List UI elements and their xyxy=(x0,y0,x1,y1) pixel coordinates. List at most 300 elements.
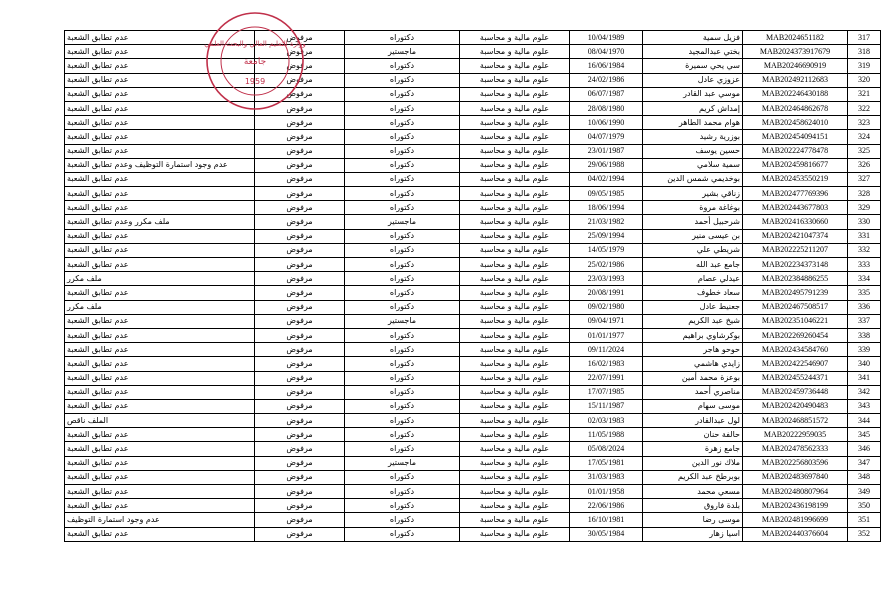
birth-date-cell: 01/01/1958 xyxy=(570,485,643,499)
name-cell: سي يحي سميرة xyxy=(643,59,743,73)
status-cell: مرفوض xyxy=(255,243,345,257)
registration-id-cell: MAB2024373917679 xyxy=(743,45,848,59)
birth-date-cell: 17/07/1985 xyxy=(570,385,643,399)
note-cell: عدم تطابق الشعبة xyxy=(65,73,255,87)
status-cell: مرفوض xyxy=(255,286,345,300)
registration-id-cell: MAB2024651182 xyxy=(743,31,848,45)
note-cell: عدم تطابق الشعبة xyxy=(65,428,255,442)
row-number-cell: 330 xyxy=(848,215,881,229)
degree-cell: دكتوراه xyxy=(345,258,460,272)
specialty-cell: علوم مالية و محاسبة xyxy=(460,158,570,172)
degree-cell: دكتوراه xyxy=(345,172,460,186)
specialty-cell: علوم مالية و محاسبة xyxy=(460,456,570,470)
table-row xyxy=(65,101,881,115)
specialty-cell: علوم مالية و محاسبة xyxy=(460,215,570,229)
birth-date-cell: 28/08/1980 xyxy=(570,101,643,115)
note-cell: عدم تطابق الشعبة xyxy=(65,45,255,59)
table-row xyxy=(65,59,881,73)
birth-date-cell: 16/06/1984 xyxy=(570,59,643,73)
status-cell: مرفوض xyxy=(255,201,345,215)
name-cell: موسى رضا xyxy=(643,513,743,527)
name-cell: شريطي علي xyxy=(643,243,743,257)
registration-id-cell: MAB202246430188 xyxy=(743,87,848,101)
table-row xyxy=(65,73,881,87)
degree-cell: دكتوراه xyxy=(345,187,460,201)
applicants-table xyxy=(64,30,881,542)
name-cell: مناصري أحمد xyxy=(643,385,743,399)
name-cell: بوزرية رشيد xyxy=(643,130,743,144)
row-number-cell: 318 xyxy=(848,45,881,59)
degree-cell: ماجستير xyxy=(345,215,460,229)
birth-date-cell: 16/10/1981 xyxy=(570,513,643,527)
table-row xyxy=(65,45,881,59)
row-number-cell: 334 xyxy=(848,272,881,286)
table-row xyxy=(65,258,881,272)
specialty-cell: علوم مالية و محاسبة xyxy=(460,442,570,456)
note-cell: ملف مكرر xyxy=(65,272,255,286)
birth-date-cell: 05/08/2024 xyxy=(570,442,643,456)
degree-cell: دكتوراه xyxy=(345,328,460,342)
birth-date-cell: 04/07/1979 xyxy=(570,130,643,144)
registration-id-cell: MAB202477769396 xyxy=(743,187,848,201)
specialty-cell: علوم مالية و محاسبة xyxy=(460,485,570,499)
row-number-cell: 352 xyxy=(848,527,881,541)
table-row xyxy=(65,243,881,257)
registration-id-cell: MAB202269260454 xyxy=(743,328,848,342)
table-row xyxy=(65,215,881,229)
birth-date-cell: 10/04/1989 xyxy=(570,31,643,45)
specialty-cell: علوم مالية و محاسبة xyxy=(460,343,570,357)
name-cell: زايدي هاشمي xyxy=(643,357,743,371)
degree-cell: دكتوراه xyxy=(345,59,460,73)
degree-cell: دكتوراه xyxy=(345,371,460,385)
note-cell: عدم تطابق الشعبة xyxy=(65,485,255,499)
degree-cell: ماجستير xyxy=(345,456,460,470)
registration-id-cell: MAB202384886255 xyxy=(743,272,848,286)
table-row xyxy=(65,428,881,442)
note-cell: عدم تطابق الشعبة xyxy=(65,399,255,413)
birth-date-cell: 16/02/1983 xyxy=(570,357,643,371)
name-cell: شرحبيل أحمد xyxy=(643,215,743,229)
table-row xyxy=(65,442,881,456)
table-row xyxy=(65,201,881,215)
registration-id-cell: MAB202224778478 xyxy=(743,144,848,158)
name-cell: جامع عبد الله xyxy=(643,258,743,272)
table-row xyxy=(65,343,881,357)
specialty-cell: علوم مالية و محاسبة xyxy=(460,428,570,442)
note-cell: عدم تطابق الشعبة xyxy=(65,116,255,130)
registration-id-cell: MAB202421047374 xyxy=(743,229,848,243)
status-cell: مرفوض xyxy=(255,527,345,541)
note-cell: عدم تطابق الشعبة xyxy=(65,59,255,73)
table-row xyxy=(65,300,881,314)
birth-date-cell: 14/05/1979 xyxy=(570,243,643,257)
name-cell: بن عيسى منير xyxy=(643,229,743,243)
registration-id-cell: MAB202234373148 xyxy=(743,258,848,272)
name-cell: جامع زهرة xyxy=(643,442,743,456)
degree-cell: دكتوراه xyxy=(345,87,460,101)
birth-date-cell: 23/03/1993 xyxy=(570,272,643,286)
name-cell: موسي عبد القادر xyxy=(643,87,743,101)
name-cell: زناقي بشير xyxy=(643,187,743,201)
row-number-cell: 347 xyxy=(848,456,881,470)
status-cell: مرفوض xyxy=(255,371,345,385)
status-cell: مرفوض xyxy=(255,499,345,513)
table-row xyxy=(65,371,881,385)
registration-id-cell: MAB202459816677 xyxy=(743,158,848,172)
table-row xyxy=(65,328,881,342)
registration-id-cell: MAB202416330660 xyxy=(743,215,848,229)
name-cell: بلدة فاروق xyxy=(643,499,743,513)
status-cell: مرفوض xyxy=(255,385,345,399)
registration-id-cell: MAB202434584760 xyxy=(743,343,848,357)
degree-cell: دكتوراه xyxy=(345,130,460,144)
specialty-cell: علوم مالية و محاسبة xyxy=(460,187,570,201)
row-number-cell: 335 xyxy=(848,286,881,300)
birth-date-cell: 22/06/1986 xyxy=(570,499,643,513)
birth-date-cell: 30/05/1984 xyxy=(570,527,643,541)
row-number-cell: 324 xyxy=(848,130,881,144)
birth-date-cell: 11/05/1988 xyxy=(570,428,643,442)
status-cell: مرفوض xyxy=(255,328,345,342)
row-number-cell: 327 xyxy=(848,172,881,186)
registration-id-cell: MAB202453550219 xyxy=(743,172,848,186)
degree-cell: دكتوراه xyxy=(345,442,460,456)
name-cell: إمداش كريم xyxy=(643,101,743,115)
stamp-text: جامعة xyxy=(243,57,267,67)
birth-date-cell: 01/01/1977 xyxy=(570,328,643,342)
row-number-cell: 323 xyxy=(848,116,881,130)
status-cell: مرفوض xyxy=(255,456,345,470)
table-row xyxy=(65,87,881,101)
note-cell: عدم تطابق الشعبة xyxy=(65,456,255,470)
specialty-cell: علوم مالية و محاسبة xyxy=(460,414,570,428)
name-cell: فزيل سمية xyxy=(643,31,743,45)
name-cell: بوكرشاوي براهيم xyxy=(643,328,743,342)
degree-cell: دكتوراه xyxy=(345,300,460,314)
degree-cell: دكتوراه xyxy=(345,343,460,357)
note-cell: عدم تطابق الشعبة xyxy=(65,527,255,541)
specialty-cell: علوم مالية و محاسبة xyxy=(460,87,570,101)
note-cell: عدم تطابق الشعبة xyxy=(65,87,255,101)
row-number-cell: 345 xyxy=(848,428,881,442)
name-cell: عزوزي عادل xyxy=(643,73,743,87)
birth-date-cell: 29/06/1988 xyxy=(570,158,643,172)
note-cell: عدم تطابق الشعبة xyxy=(65,328,255,342)
row-number-cell: 351 xyxy=(848,513,881,527)
name-cell: اسيا زهار xyxy=(643,527,743,541)
status-cell: مرفوض xyxy=(255,31,345,45)
status-cell: مرفوض xyxy=(255,130,345,144)
specialty-cell: علوم مالية و محاسبة xyxy=(460,499,570,513)
table-row xyxy=(65,527,881,541)
degree-cell: دكتوراه xyxy=(345,116,460,130)
birth-date-cell: 18/06/1994 xyxy=(570,201,643,215)
note-cell: عدم تطابق الشعبة xyxy=(65,357,255,371)
registration-id-cell: MAB202468851572 xyxy=(743,414,848,428)
degree-cell: دكتوراه xyxy=(345,399,460,413)
name-cell: حسين يوسف xyxy=(643,144,743,158)
degree-cell: دكتوراه xyxy=(345,243,460,257)
table-row xyxy=(65,31,881,45)
row-number-cell: 342 xyxy=(848,385,881,399)
row-number-cell: 322 xyxy=(848,101,881,115)
table-row xyxy=(65,187,881,201)
degree-cell: دكتوراه xyxy=(345,428,460,442)
birth-date-cell: 23/01/1987 xyxy=(570,144,643,158)
note-cell: عدم تطابق الشعبة xyxy=(65,499,255,513)
row-number-cell: 325 xyxy=(848,144,881,158)
table-row xyxy=(65,399,881,413)
table-row xyxy=(65,470,881,484)
row-number-cell: 320 xyxy=(848,73,881,87)
note-cell: عدم تطابق الشعبة xyxy=(65,130,255,144)
specialty-cell: علوم مالية و محاسبة xyxy=(460,116,570,130)
specialty-cell: علوم مالية و محاسبة xyxy=(460,45,570,59)
note-cell: عدم تطابق الشعبة xyxy=(65,144,255,158)
degree-cell: دكتوراه xyxy=(345,229,460,243)
row-number-cell: 338 xyxy=(848,328,881,342)
row-number-cell: 344 xyxy=(848,414,881,428)
name-cell: بختي عبدالمجيد xyxy=(643,45,743,59)
registration-id-cell: MAB202256803596 xyxy=(743,456,848,470)
birth-date-cell: 25/02/1986 xyxy=(570,258,643,272)
degree-cell: دكتوراه xyxy=(345,73,460,87)
note-cell: ملف مكرر xyxy=(65,300,255,314)
degree-cell: دكتوراه xyxy=(345,527,460,541)
table-row xyxy=(65,158,881,172)
birth-date-cell: 22/07/1991 xyxy=(570,371,643,385)
note-cell: عدم تطابق الشعبة xyxy=(65,31,255,45)
applicants-table-body xyxy=(65,31,881,542)
registration-id-cell: MAB202458624010 xyxy=(743,116,848,130)
status-cell: مرفوض xyxy=(255,485,345,499)
specialty-cell: علوم مالية و محاسبة xyxy=(460,357,570,371)
registration-id-cell: MAB202492112683 xyxy=(743,73,848,87)
degree-cell: دكتوراه xyxy=(345,499,460,513)
birth-date-cell: 20/08/1991 xyxy=(570,286,643,300)
status-cell: مرفوض xyxy=(255,470,345,484)
specialty-cell: علوم مالية و محاسبة xyxy=(460,229,570,243)
table-row xyxy=(65,116,881,130)
name-cell: حالفة حنان xyxy=(643,428,743,442)
birth-date-cell: 31/03/1983 xyxy=(570,470,643,484)
registration-id-cell: MAB202481996699 xyxy=(743,513,848,527)
birth-date-cell: 09/05/1985 xyxy=(570,187,643,201)
name-cell: موسى سهام xyxy=(643,399,743,413)
specialty-cell: علوم مالية و محاسبة xyxy=(460,470,570,484)
note-cell: ملف مكرر وعدم تطابق الشعبة xyxy=(65,215,255,229)
name-cell: سمية سلامي xyxy=(643,158,743,172)
specialty-cell: علوم مالية و محاسبة xyxy=(460,513,570,527)
note-cell: عدم وجود استمارة التوظيف xyxy=(65,513,255,527)
name-cell: جعنيط عادل xyxy=(643,300,743,314)
status-cell: مرفوض xyxy=(255,187,345,201)
degree-cell: دكتوراه xyxy=(345,201,460,215)
note-cell: عدم تطابق الشعبة xyxy=(65,371,255,385)
status-cell: مرفوض xyxy=(255,215,345,229)
row-number-cell: 333 xyxy=(848,258,881,272)
row-number-cell: 317 xyxy=(848,31,881,45)
name-cell: بوبرطخ عبد الكريم xyxy=(643,470,743,484)
registration-id-cell: MAB202459736448 xyxy=(743,385,848,399)
degree-cell: دكتوراه xyxy=(345,286,460,300)
table-row xyxy=(65,229,881,243)
name-cell: عيدلي عصام xyxy=(643,272,743,286)
status-cell: مرفوض xyxy=(255,229,345,243)
table-row xyxy=(65,286,881,300)
row-number-cell: 331 xyxy=(848,229,881,243)
registration-id-cell: MAB202422546907 xyxy=(743,357,848,371)
specialty-cell: علوم مالية و محاسبة xyxy=(460,73,570,87)
specialty-cell: علوم مالية و محاسبة xyxy=(460,101,570,115)
registration-id-cell: MAB202454094151 xyxy=(743,130,848,144)
birth-date-cell: 21/03/1982 xyxy=(570,215,643,229)
name-cell: مسعي محمد xyxy=(643,485,743,499)
note-cell: الملف ناقص xyxy=(65,414,255,428)
degree-cell: دكتوراه xyxy=(345,158,460,172)
table-row xyxy=(65,414,881,428)
registration-id-cell: MAB20246690919 xyxy=(743,59,848,73)
specialty-cell: علوم مالية و محاسبة xyxy=(460,144,570,158)
birth-date-cell: 09/02/1980 xyxy=(570,300,643,314)
registration-id-cell: MAB202443677803 xyxy=(743,201,848,215)
row-number-cell: 326 xyxy=(848,158,881,172)
degree-cell: دكتوراه xyxy=(345,414,460,428)
status-cell: مرفوض xyxy=(255,343,345,357)
row-number-cell: 336 xyxy=(848,300,881,314)
note-cell: عدم تطابق الشعبة xyxy=(65,442,255,456)
table-row xyxy=(65,314,881,328)
note-cell: عدم تطابق الشعبة xyxy=(65,343,255,357)
birth-date-cell: 09/04/1971 xyxy=(570,314,643,328)
status-cell: مرفوض xyxy=(255,272,345,286)
note-cell: عدم تطابق الشعبة xyxy=(65,101,255,115)
table-row xyxy=(65,357,881,371)
row-number-cell: 332 xyxy=(848,243,881,257)
birth-date-cell: 04/02/1994 xyxy=(570,172,643,186)
table-row xyxy=(65,172,881,186)
status-cell: مرفوض xyxy=(255,300,345,314)
table-row xyxy=(65,385,881,399)
registration-id-cell: MAB202455244371 xyxy=(743,371,848,385)
birth-date-cell: 10/06/1990 xyxy=(570,116,643,130)
degree-cell: دكتوراه xyxy=(345,485,460,499)
registration-id-cell: MAB202483697840 xyxy=(743,470,848,484)
table-row xyxy=(65,144,881,158)
row-number-cell: 337 xyxy=(848,314,881,328)
row-number-cell: 328 xyxy=(848,187,881,201)
name-cell: حوحو هاجر xyxy=(643,343,743,357)
registration-id-cell: MAB202478562333 xyxy=(743,442,848,456)
degree-cell: دكتوراه xyxy=(345,31,460,45)
table-row xyxy=(65,485,881,499)
name-cell: بوعزة محمد أمين xyxy=(643,371,743,385)
row-number-cell: 349 xyxy=(848,485,881,499)
degree-cell: دكتوراه xyxy=(345,357,460,371)
table-row xyxy=(65,130,881,144)
note-cell: عدم تطابق الشعبة xyxy=(65,243,255,257)
row-number-cell: 341 xyxy=(848,371,881,385)
name-cell: شيخ عبد الكريم xyxy=(643,314,743,328)
status-cell: مرفوض xyxy=(255,116,345,130)
name-cell: ملاك نور الدين xyxy=(643,456,743,470)
name-cell: سعاد خطوف xyxy=(643,286,743,300)
table-row xyxy=(65,499,881,513)
birth-date-cell: 08/04/1970 xyxy=(570,45,643,59)
name-cell: لول عبدالقادر xyxy=(643,414,743,428)
status-cell: مرفوض xyxy=(255,73,345,87)
specialty-cell: علوم مالية و محاسبة xyxy=(460,527,570,541)
row-number-cell: 321 xyxy=(848,87,881,101)
note-cell: عدم تطابق الشعبة xyxy=(65,385,255,399)
specialty-cell: علوم مالية و محاسبة xyxy=(460,31,570,45)
note-cell: عدم تطابق الشعبة xyxy=(65,470,255,484)
status-cell: مرفوض xyxy=(255,414,345,428)
specialty-cell: علوم مالية و محاسبة xyxy=(460,59,570,73)
name-cell: هوام محمد الطاهر xyxy=(643,116,743,130)
specialty-cell: علوم مالية و محاسبة xyxy=(460,201,570,215)
status-cell: مرفوض xyxy=(255,513,345,527)
row-number-cell: 343 xyxy=(848,399,881,413)
specialty-cell: علوم مالية و محاسبة xyxy=(460,300,570,314)
birth-date-cell: 24/02/1986 xyxy=(570,73,643,87)
degree-cell: ماجستير xyxy=(345,45,460,59)
registration-id-cell: MAB20222959035 xyxy=(743,428,848,442)
birth-date-cell: 25/09/1994 xyxy=(570,229,643,243)
degree-cell: دكتوراه xyxy=(345,385,460,399)
note-cell: عدم تطابق الشعبة xyxy=(65,201,255,215)
status-cell: مرفوض xyxy=(255,172,345,186)
specialty-cell: علوم مالية و محاسبة xyxy=(460,272,570,286)
row-number-cell: 339 xyxy=(848,343,881,357)
status-cell: مرفوض xyxy=(255,357,345,371)
note-cell: عدم تطابق الشعبة xyxy=(65,172,255,186)
status-cell: مرفوض xyxy=(255,45,345,59)
table-row xyxy=(65,513,881,527)
note-cell: عدم تطابق الشعبة xyxy=(65,314,255,328)
registration-id-cell: MAB202440376604 xyxy=(743,527,848,541)
specialty-cell: علوم مالية و محاسبة xyxy=(460,258,570,272)
degree-cell: دكتوراه xyxy=(345,272,460,286)
name-cell: بوخديمي شمس الدين xyxy=(643,172,743,186)
birth-date-cell: 15/11/1987 xyxy=(570,399,643,413)
registration-id-cell: MAB202351046221 xyxy=(743,314,848,328)
registration-id-cell: MAB202467508517 xyxy=(743,300,848,314)
row-number-cell: 340 xyxy=(848,357,881,371)
degree-cell: دكتوراه xyxy=(345,101,460,115)
status-cell: مرفوض xyxy=(255,87,345,101)
table-row xyxy=(65,272,881,286)
stamp-text: 1959 xyxy=(244,77,266,86)
registration-id-cell: MAB202480807964 xyxy=(743,485,848,499)
specialty-cell: علوم مالية و محاسبة xyxy=(460,286,570,300)
degree-cell: دكتوراه xyxy=(345,513,460,527)
name-cell: بوغاغة مروة xyxy=(643,201,743,215)
row-number-cell: 346 xyxy=(848,442,881,456)
specialty-cell: علوم مالية و محاسبة xyxy=(460,314,570,328)
row-number-cell: 319 xyxy=(848,59,881,73)
specialty-cell: علوم مالية و محاسبة xyxy=(460,371,570,385)
registration-id-cell: MAB202495791239 xyxy=(743,286,848,300)
table-row xyxy=(65,456,881,470)
status-cell: مرفوض xyxy=(255,258,345,272)
specialty-cell: علوم مالية و محاسبة xyxy=(460,385,570,399)
row-number-cell: 350 xyxy=(848,499,881,513)
degree-cell: دكتوراه xyxy=(345,144,460,158)
note-cell: عدم تطابق الشعبة xyxy=(65,229,255,243)
status-cell: مرفوض xyxy=(255,314,345,328)
